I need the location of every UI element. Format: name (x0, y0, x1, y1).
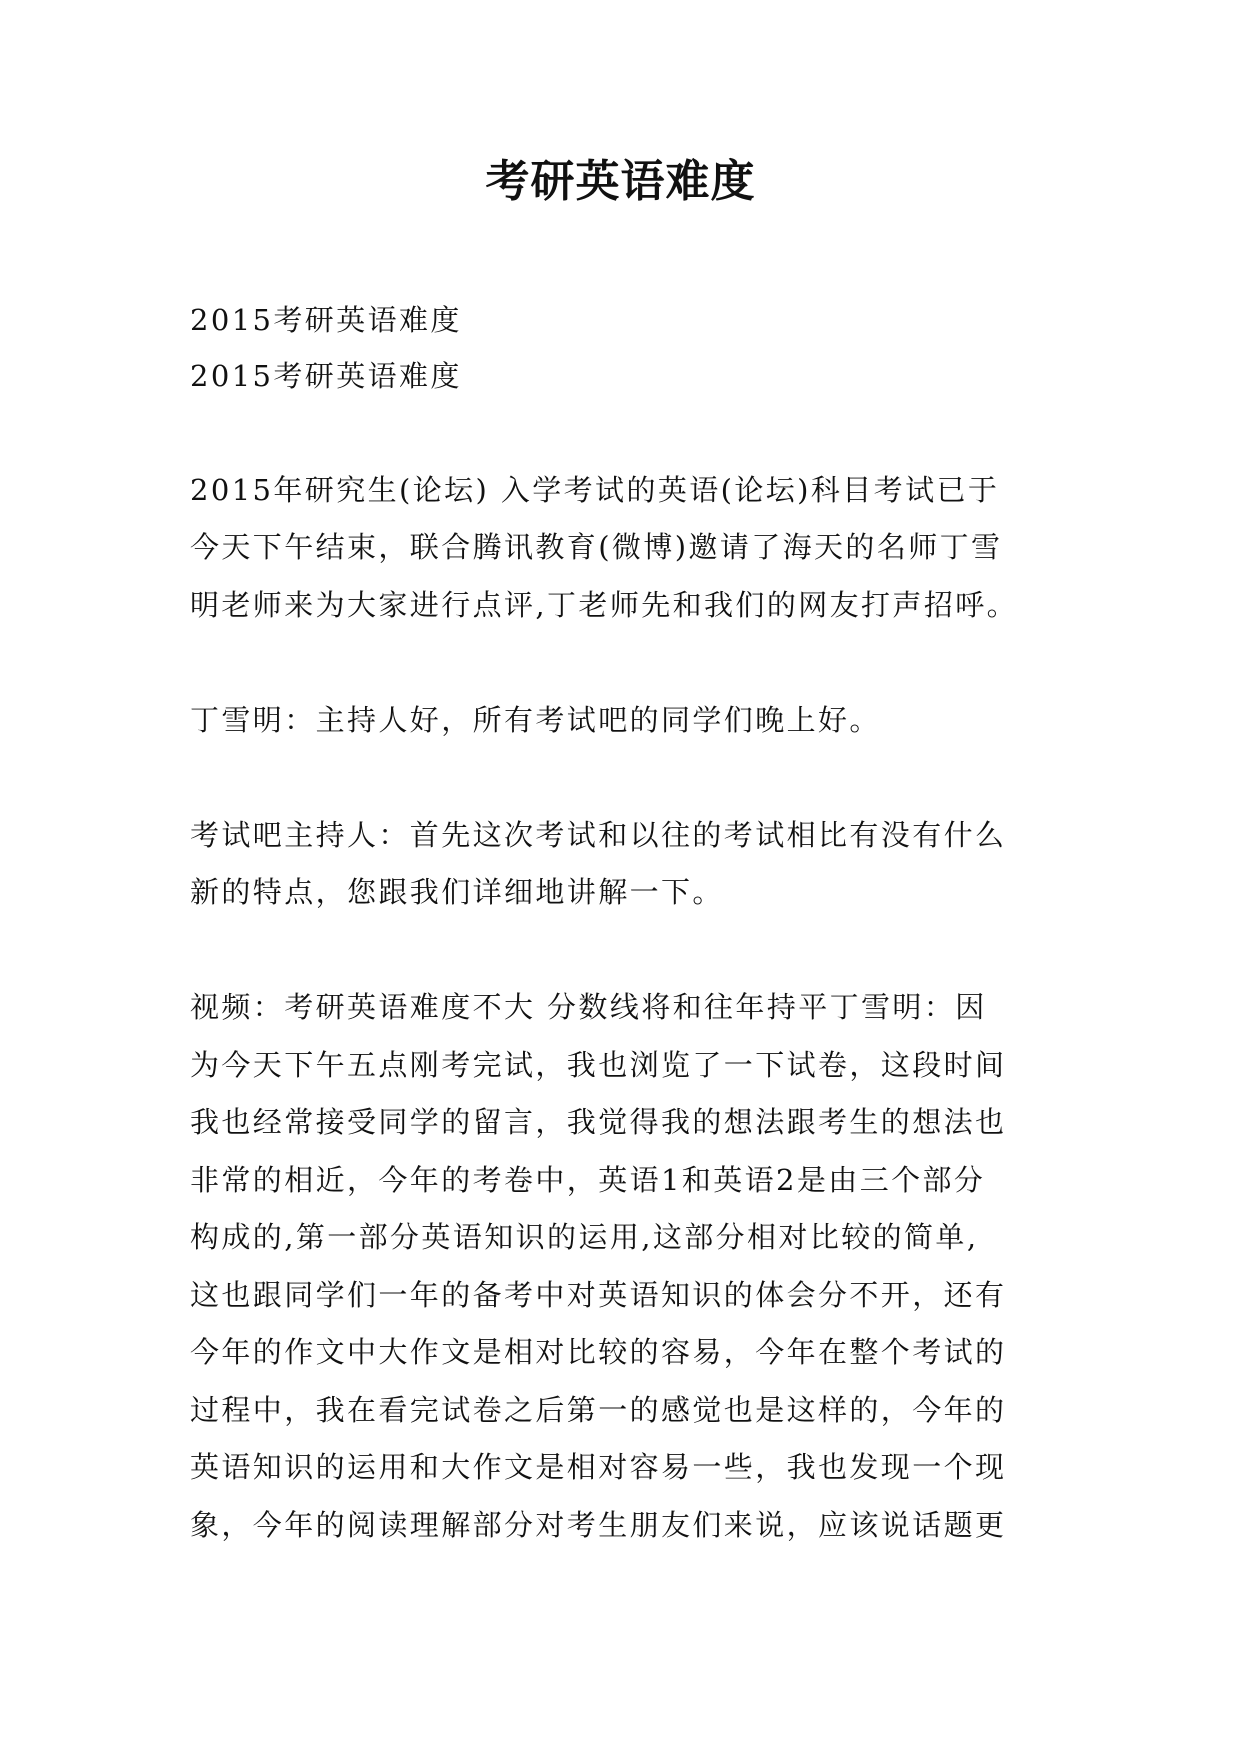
paragraph-intro (190, 462, 1060, 635)
paragraph-line: 今天下午结束，联合腾讯教育(微博)邀请了海天的名师丁雪 (190, 530, 1003, 564)
paragraph-line: 为今天下午五点刚考完试，我也浏览了一下试卷，这段时间 (190, 1047, 1007, 1082)
subtitle-line: 2015考研英语难度 (190, 303, 462, 337)
paragraph-line: 考试吧主持人：首先这次考试和以往的考试相比有没有什么 (190, 817, 1007, 852)
paragraph-line: 构成的,第一部分英语知识的运用,这部分相对比较的简单, (190, 1220, 979, 1254)
document-title: 考研英语难度 (485, 156, 756, 207)
paragraph-question (190, 807, 1060, 922)
paragraph-line: 过程中，我在看完试卷之后第一的感觉也是这样的，今年的 (190, 1392, 1007, 1427)
paragraph-line: 新的特点，您跟我们详细地讲解一下。 (190, 875, 724, 909)
paragraph-line: 象，今年的阅读理解部分对考生朋友们来说，应该说话题更 (190, 1507, 1007, 1542)
paragraph-line: 明老师来为大家进行点评,丁老师先和我们的网友打声招呼。 (190, 587, 1019, 622)
paragraph-gap (190, 749, 1060, 807)
paragraph-gap (190, 922, 1060, 980)
paragraph-line: 我也经常接受同学的留言，我觉得我的想法跟考生的想法也 (190, 1105, 1007, 1139)
paragraph-line: 今年的作文中大作文是相对比较的容易，今年在整个考试的 (190, 1335, 1007, 1369)
document-body (190, 292, 1060, 1554)
paragraph-line: 非常的相近，今年的考卷中，英语1和英语2是由三个部分 (190, 1162, 986, 1197)
paragraph-line: 丁雪明：主持人好，所有考试吧的同学们晚上好。 (190, 702, 881, 737)
paragraph-line: 视频：考研英语难度不大 分数线将和往年持平丁雪明：因 (190, 990, 987, 1024)
paragraph-gap (190, 404, 1060, 462)
paragraph-line: 这也跟同学们一年的备考中对英语知识的体会分不开，还有 (190, 1277, 1007, 1312)
paragraph-line: 2015年研究生(论坛) 入学考试的英语(论坛)科目考试已于 (190, 472, 1000, 507)
paragraph-answer (190, 979, 1060, 1554)
paragraph-gap (190, 634, 1060, 692)
paragraph-greeting (190, 692, 1060, 750)
paragraph-line: 英语知识的运用和大作文是相对容易一些，我也发现一个现 (190, 1450, 1007, 1484)
subtitle-line: 2015考研英语难度 (190, 359, 462, 393)
